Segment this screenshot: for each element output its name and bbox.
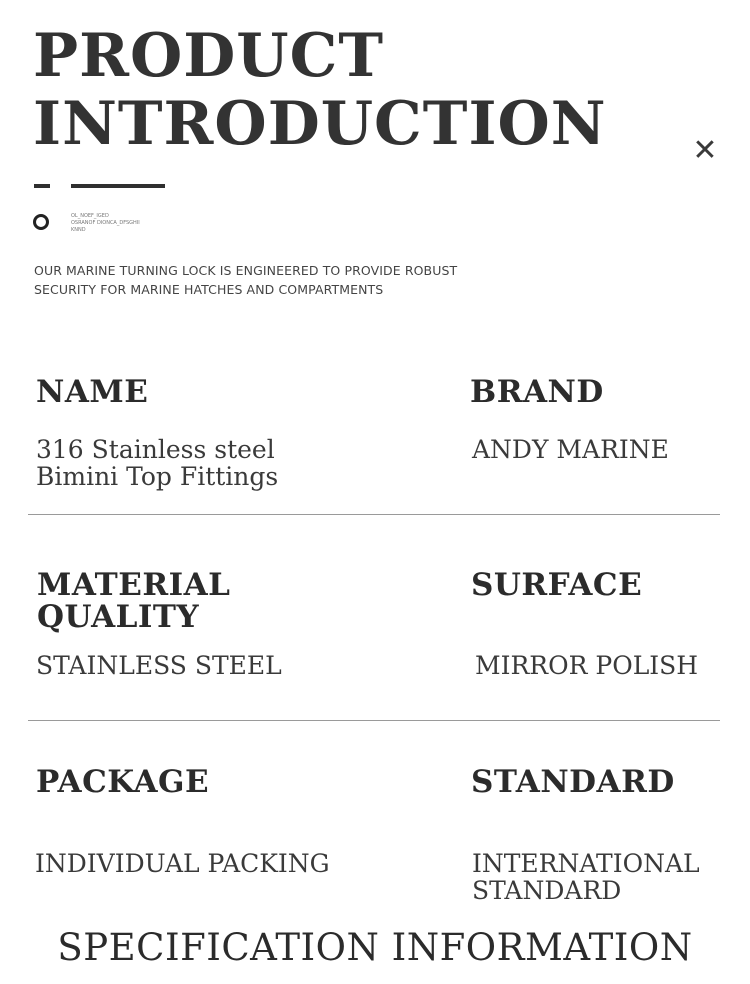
standard-label: STANDARD — [471, 764, 675, 800]
material-quality-value: STAINLESS STEEL — [36, 651, 282, 680]
intro-text: OUR MARINE TURNING LOCK IS ENGINEERED TO PROVIDE ROBUST SECURITY FOR MARINE HATCHES AND COMPARTMENTS — [34, 263, 458, 297]
brand-label: BRAND — [470, 374, 604, 410]
micro-caption-line: KNND — [71, 227, 86, 233]
close-icon[interactable]: ✕ — [692, 133, 718, 168]
page-title-line-2: INTRODUCTION — [33, 89, 607, 159]
package-value: INDIVIDUAL PACKING — [35, 849, 330, 878]
divider — [28, 514, 720, 515]
page-title-line-1: PRODUCT — [33, 21, 385, 91]
name-label: NAME — [36, 374, 149, 410]
micro-caption-line: OL_NOEF_IGED — [71, 213, 109, 219]
long-accent-bar — [71, 184, 165, 188]
standard-value: INTERNATIONAL STANDARD — [472, 849, 700, 905]
name-value: 316 Stainless steel Bimini Top Fittings — [36, 435, 279, 491]
circle-bullet-icon — [33, 214, 49, 230]
micro-caption-line: OSRANOF DIONCA_DFSGHII — [71, 220, 140, 226]
material-quality-label: MATERIAL QUALITY — [37, 567, 231, 635]
brand-value: ANDY MARINE — [472, 435, 669, 464]
micro-caption — [71, 213, 140, 234]
divider — [28, 720, 720, 721]
short-accent-bar — [34, 184, 50, 188]
surface-value: MIRROR POLISH — [475, 651, 699, 680]
specification-heading: SPECIFICATION INFORMATION — [57, 926, 693, 969]
package-label: PACKAGE — [36, 764, 210, 800]
surface-label: SURFACE — [471, 567, 643, 603]
